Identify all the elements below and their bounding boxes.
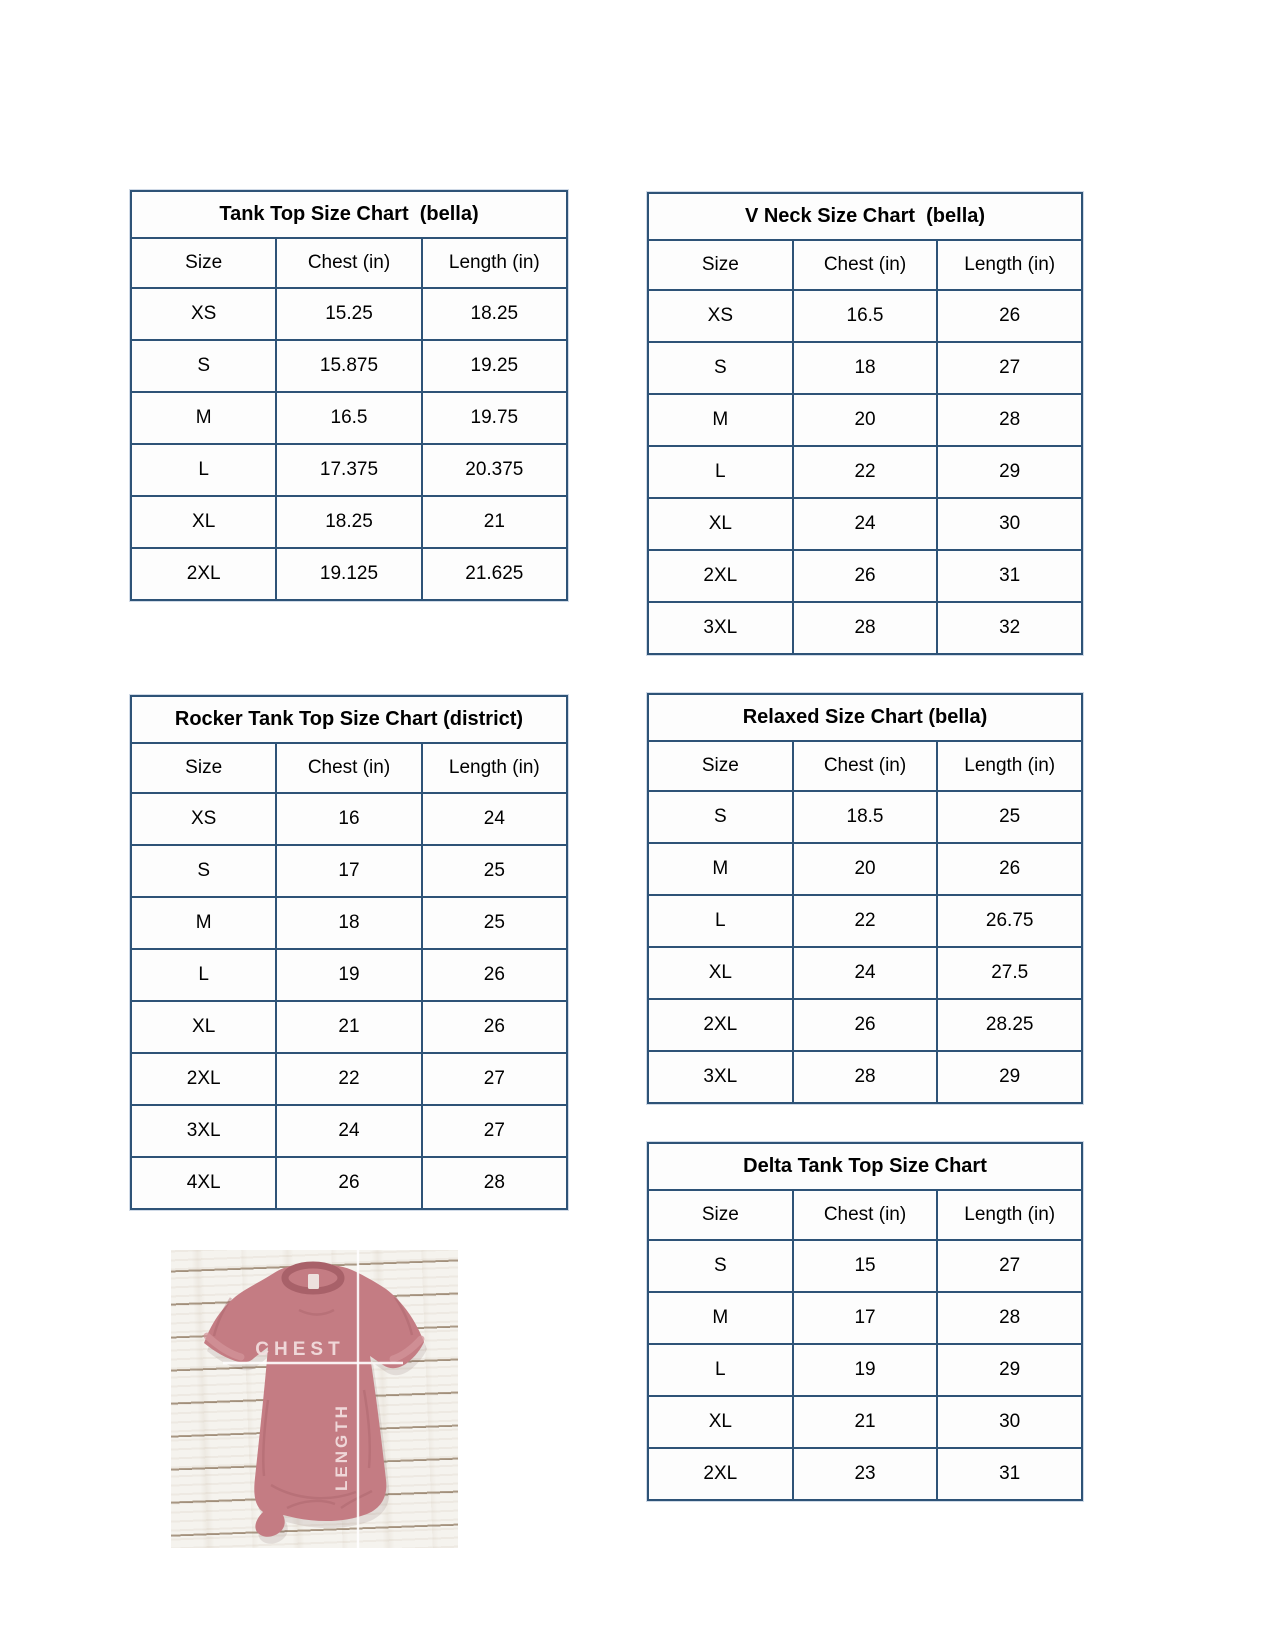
- table-row: [649, 998, 1081, 1050]
- table-cell: XL: [192, 511, 216, 532]
- table-cell: 22: [792, 447, 937, 497]
- table-row: [649, 842, 1081, 894]
- table-cell: 26: [936, 844, 1081, 894]
- column-header: Chest (in): [275, 744, 420, 792]
- table-cell: 24: [792, 948, 937, 998]
- column-header: Chest (in): [792, 1191, 937, 1239]
- table-cell: 25: [421, 846, 566, 896]
- table-cell: 21: [792, 1397, 937, 1447]
- table-row: [132, 1000, 566, 1052]
- table-cell: 2XL: [703, 1463, 738, 1484]
- table-cell: 4XL: [186, 1172, 221, 1193]
- table-row: [649, 790, 1081, 842]
- column-header: Size: [701, 1204, 739, 1225]
- table-title: Tank Top Size Chart (bella): [219, 203, 479, 225]
- table-cell: M: [712, 409, 729, 430]
- table-cell: 26: [275, 1158, 420, 1208]
- table-row: [132, 896, 566, 948]
- table-cell: 32: [936, 603, 1081, 653]
- table-cell: 2XL: [703, 565, 738, 586]
- table-row: [649, 341, 1081, 393]
- table-cell: 19: [792, 1345, 937, 1395]
- table-cell: 24: [275, 1106, 420, 1156]
- table-row: [132, 948, 566, 1000]
- table-cell: S: [713, 1255, 727, 1276]
- table-cell: 30: [936, 1397, 1081, 1447]
- table-cell: M: [195, 912, 212, 933]
- table-cell: M: [195, 407, 212, 428]
- table-cell: 16.5: [792, 291, 937, 341]
- table-cell: 16: [275, 794, 420, 844]
- table-row: [649, 1395, 1081, 1447]
- table-row: [649, 1239, 1081, 1291]
- table-row: [132, 287, 566, 339]
- table-cell: 15: [792, 1241, 937, 1291]
- table-cell: 18.25: [421, 289, 566, 339]
- column-header: Size: [701, 254, 739, 275]
- table-row: [132, 547, 566, 599]
- table-cell: 18.25: [275, 497, 420, 547]
- table-cell: 2XL: [703, 1014, 738, 1035]
- column-header: Chest (in): [275, 239, 420, 287]
- table-cell: 15.875: [275, 341, 420, 391]
- table-cell: 28: [792, 1052, 937, 1102]
- table-cell: 17: [275, 846, 420, 896]
- length-label: LENGTH: [332, 1403, 351, 1491]
- table-cell: 2XL: [186, 1068, 221, 1089]
- table-header-row: [132, 237, 566, 287]
- table-row: [132, 1104, 566, 1156]
- table-cell: 31: [936, 1449, 1081, 1499]
- table-cell: 2XL: [186, 563, 221, 584]
- table-cell: L: [715, 1359, 726, 1380]
- column-header: Size: [185, 757, 223, 778]
- table-cell: 19.125: [275, 549, 420, 599]
- tank-top-size-chart-table: [130, 190, 568, 601]
- table-cell: 26: [421, 1002, 566, 1052]
- table-cell: S: [197, 860, 210, 881]
- table-cell: 28: [936, 395, 1081, 445]
- table-cell: 27: [936, 343, 1081, 393]
- table-cell: 21.625: [421, 549, 566, 599]
- table-cell: 27: [421, 1106, 566, 1156]
- column-header: Size: [701, 755, 739, 776]
- table-cell: 21: [275, 1002, 420, 1052]
- table-cell: XS: [190, 808, 217, 829]
- table-cell: 20: [792, 844, 937, 894]
- table-cell: 3XL: [703, 617, 738, 638]
- table-row: [649, 289, 1081, 341]
- table-cell: 26: [936, 291, 1081, 341]
- table-cell: 28: [421, 1158, 566, 1208]
- tshirt-graphic: [171, 1250, 458, 1548]
- column-header: Length (in): [936, 742, 1081, 790]
- table-cell: M: [712, 858, 729, 879]
- column-header: Length (in): [936, 241, 1081, 289]
- table-header-row: [132, 742, 566, 792]
- table-cell: S: [713, 357, 727, 378]
- table-cell: 28: [792, 603, 937, 653]
- table-cell: M: [712, 1307, 729, 1328]
- table-cell: 21: [421, 497, 566, 547]
- neck-label-tag: [308, 1274, 319, 1289]
- table-cell: 29: [936, 1052, 1081, 1102]
- table-row: [132, 1156, 566, 1208]
- table-row: [649, 445, 1081, 497]
- table-row: [649, 1447, 1081, 1499]
- table-cell: L: [198, 459, 209, 480]
- table-cell: L: [198, 964, 209, 985]
- table-header-row: [649, 1189, 1081, 1239]
- table-row: [132, 495, 566, 547]
- column-header: Length (in): [936, 1191, 1081, 1239]
- table-row: [649, 1050, 1081, 1102]
- table-cell: 26.75: [936, 896, 1081, 946]
- table-cell: 3XL: [186, 1120, 221, 1141]
- table-cell: XL: [708, 962, 732, 983]
- table-cell: 17: [792, 1293, 937, 1343]
- table-cell: XS: [190, 303, 217, 324]
- table-cell: 18: [275, 898, 420, 948]
- table-cell: XL: [708, 513, 732, 534]
- table-cell: 23: [792, 1449, 937, 1499]
- tshirt-measurement-photo: [171, 1250, 458, 1548]
- table-row: [649, 1291, 1081, 1343]
- table-cell: 18.5: [792, 792, 937, 842]
- table-cell: XL: [708, 1411, 732, 1432]
- table-cell: 16.5: [275, 393, 420, 443]
- table-cell: 30: [936, 499, 1081, 549]
- table-row: [649, 601, 1081, 653]
- table-cell: 31: [936, 551, 1081, 601]
- table-row: [132, 1052, 566, 1104]
- table-row: [649, 497, 1081, 549]
- table-cell: 19.75: [421, 393, 566, 443]
- table-row: [649, 946, 1081, 998]
- table-row: [132, 844, 566, 896]
- table-cell: S: [197, 355, 210, 376]
- column-header: Length (in): [421, 744, 566, 792]
- table-cell: L: [715, 910, 726, 931]
- table-cell: 29: [936, 1345, 1081, 1395]
- table-cell: 28: [936, 1293, 1081, 1343]
- table-cell: 17.375: [275, 445, 420, 495]
- rocker-tank-top-size-chart-table: [130, 695, 568, 1210]
- table-cell: XL: [192, 1016, 216, 1037]
- table-cell: 22: [275, 1054, 420, 1104]
- table-title: V Neck Size Chart (bella): [744, 205, 986, 227]
- table-title: Relaxed Size Chart (bella): [742, 706, 988, 728]
- table-title: Delta Tank Top Size Chart: [743, 1155, 987, 1177]
- table-row: [649, 549, 1081, 601]
- column-header: Chest (in): [792, 241, 937, 289]
- table-cell: S: [713, 806, 727, 827]
- table-cell: 25: [421, 898, 566, 948]
- table-header-row: [649, 740, 1081, 790]
- table-cell: 20: [792, 395, 937, 445]
- table-cell: 27.5: [936, 948, 1081, 998]
- table-cell: 27: [936, 1241, 1081, 1291]
- table-cell: 26: [421, 950, 566, 1000]
- shirt-body: [204, 1264, 424, 1537]
- table-cell: 28.25: [936, 1000, 1081, 1050]
- table-cell: 15.25: [275, 289, 420, 339]
- table-row: [132, 391, 566, 443]
- table-cell: 29: [936, 447, 1081, 497]
- table-row: [132, 792, 566, 844]
- table-cell: 19.25: [421, 341, 566, 391]
- column-header: Chest (in): [792, 742, 937, 790]
- table-row: [132, 443, 566, 495]
- column-header: Length (in): [421, 239, 566, 287]
- column-header: Size: [185, 252, 223, 273]
- table-title: Rocker Tank Top Size Chart (district): [174, 708, 524, 730]
- table-cell: 18: [792, 343, 937, 393]
- table-cell: 26: [792, 1000, 937, 1050]
- table-cell: 20.375: [421, 445, 566, 495]
- table-row: [132, 339, 566, 391]
- table-cell: 3XL: [703, 1066, 738, 1087]
- table-row: [649, 393, 1081, 445]
- table-cell: 25: [936, 792, 1081, 842]
- chest-label: CHEST: [255, 1339, 345, 1360]
- table-cell: 22: [792, 896, 937, 946]
- delta-tank-top-size-chart-table: [647, 1142, 1083, 1501]
- table-cell: 26: [792, 551, 937, 601]
- table-cell: 27: [421, 1054, 566, 1104]
- relaxed-size-chart-table: [647, 693, 1083, 1104]
- table-row: [649, 894, 1081, 946]
- table-header-row: [649, 239, 1081, 289]
- table-cell: 24: [421, 794, 566, 844]
- table-row: [649, 1343, 1081, 1395]
- table-cell: 24: [792, 499, 937, 549]
- v-neck-size-chart-table: [647, 192, 1083, 655]
- table-cell: XS: [707, 305, 734, 326]
- table-cell: 19: [275, 950, 420, 1000]
- table-cell: L: [715, 461, 726, 482]
